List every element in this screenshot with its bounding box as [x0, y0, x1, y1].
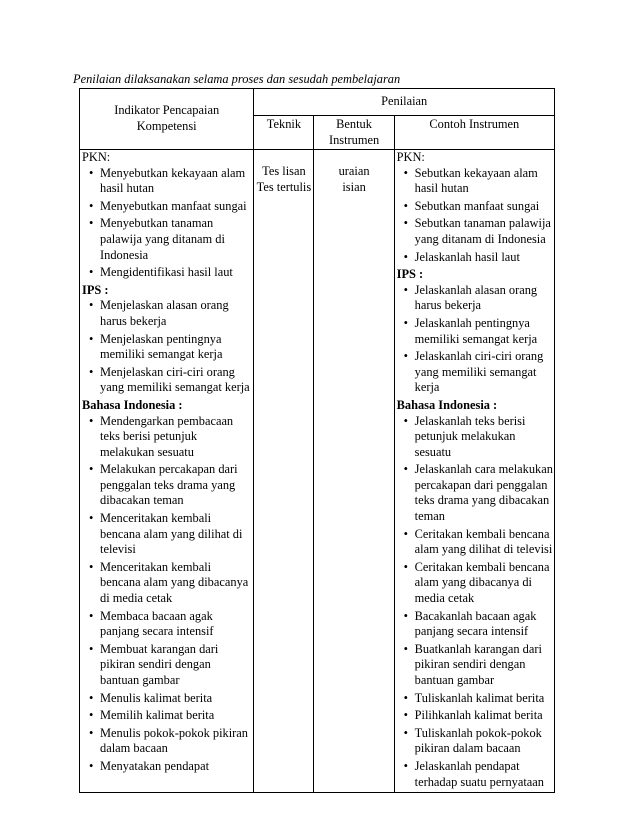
- list-item: • Jelaskanlah pendapat terhadap suatu pernyataan: [397, 759, 553, 790]
- list-item: • Bacakanlah bacaan agak panjang secara intensif: [397, 609, 553, 640]
- assessment-table: [79, 88, 555, 793]
- list-item: • Ceritakan kembali bencana alam yang dilihat di televisi: [397, 527, 553, 558]
- list-item: • Memilih kalimat berita: [82, 708, 252, 724]
- list-item: • Ceritakan kembali bencana alam yang dibacanya di media cetak: [397, 560, 553, 607]
- example-pkn-title: PKN:: [396, 150, 425, 164]
- indicator-bi-title: Bahasa Indonesia :: [82, 397, 183, 412]
- list-item: • Tuliskanlah kalimat berita: [397, 691, 553, 707]
- teknik-cell: [254, 150, 314, 793]
- indicator-pkn-title: PKN:: [82, 150, 111, 164]
- example-pkn-list: [397, 166, 553, 266]
- list-item: • Membaca bacaan agak panjang secara intensif: [82, 609, 252, 640]
- list-item: • Menjelaskan ciri-ciri orang yang memiliki semangat kerja: [82, 365, 252, 396]
- header-row-1: [80, 89, 555, 116]
- list-item: • Jelaskanlah teks berisi petunjuk melakukan sesuatu: [397, 414, 553, 461]
- list-item: • Buatkanlah karangan dari pikiran sendiri dengan bantuan gambar: [397, 642, 553, 689]
- list-item: • Membuat karangan dari pikiran sendiri dengan bantuan gambar: [82, 642, 252, 689]
- example-ips-list: [397, 283, 553, 396]
- list-item: • Sebutkan manfaat sungai: [397, 199, 553, 215]
- list-item: • Pilihkanlah kalimat berita: [397, 708, 553, 724]
- header-teknik: Teknik: [254, 116, 314, 150]
- bentuk-cell: [314, 150, 394, 793]
- list-item: • Melakukan percakapan dari penggalan teks drama yang dibacakan teman: [82, 462, 252, 509]
- header-indicator: Indikator Pencapaian Kompetensi: [80, 89, 254, 150]
- bentuk-line: isian: [342, 179, 366, 194]
- teknik-line: Tes tertulis: [256, 179, 312, 194]
- list-item: • Sebutkan tanaman palawija yang ditanam di Indonesia: [397, 216, 553, 247]
- body-row: [80, 150, 555, 793]
- header-contoh: Contoh Instrumen: [394, 116, 554, 150]
- indicator-ips-title: IPS :: [82, 282, 109, 297]
- teknik-line: Tes lisan: [262, 164, 306, 178]
- list-item: • Menyebutkan tanaman palawija yang ditanam di Indonesia: [82, 216, 252, 263]
- example-bi-title: Bahasa Indonesia :: [396, 397, 498, 412]
- list-item: • Menyebutkan manfaat sungai: [82, 199, 252, 215]
- list-item: • Jelaskanlah ciri-ciri orang yang memiliki semangat kerja: [397, 349, 553, 396]
- list-item: • Mengidentifikasi hasil laut: [82, 265, 252, 281]
- list-item: • Jelaskanlah alasan orang harus bekerja: [397, 283, 553, 314]
- list-item: • Menyebutkan kekayaan alam hasil hutan: [82, 166, 252, 197]
- indicator-cell: [80, 150, 254, 793]
- example-ips-title: IPS :: [396, 267, 424, 282]
- list-item: • Menjelaskan pentingnya memiliki semangat kerja: [82, 332, 252, 363]
- list-item: • Sebutkan kekayaan alam hasil hutan: [397, 166, 553, 197]
- list-item: • Tuliskanlah pokok-pokok pikiran dalam bacaan: [397, 726, 553, 757]
- example-cell: [394, 150, 554, 793]
- list-item: • Menjelaskan alasan orang harus bekerja: [82, 298, 252, 329]
- list-item: • Menceritakan kembali bencana alam yang dibacanya di media cetak: [82, 560, 252, 607]
- list-item: • Menulis pokok-pokok pikiran dalam bacaan: [82, 726, 252, 757]
- header-bentuk: Bentuk Instrumen: [314, 116, 394, 150]
- list-item: • Menulis kalimat berita: [82, 691, 252, 707]
- list-item: • Mendengarkan pembacaan teks berisi petunjuk melakukan sesuatu: [82, 414, 252, 461]
- list-item: • Jelaskanlah pentingnya memiliki semangat kerja: [397, 316, 553, 347]
- table-caption: Penilaian dilaksanakan selama proses dan sesudah pembelajaran: [73, 72, 401, 86]
- bentuk-line: uraian: [338, 164, 370, 178]
- list-item: • Jelaskanlah cara melakukan percakapan dari penggalan teks drama yang dibacakan teman: [397, 462, 553, 524]
- header-penilaian: Penilaian: [254, 89, 555, 116]
- indicator-pkn-list: [82, 166, 252, 281]
- list-item: • Menyatakan pendapat: [82, 759, 252, 775]
- list-item: • Menceritakan kembali bencana alam yang dilihat di televisi: [82, 511, 252, 558]
- indicator-bi-list: [82, 414, 252, 775]
- example-bi-list: [397, 414, 553, 791]
- indicator-ips-list: [82, 298, 252, 396]
- list-item: • Jelaskanlah hasil laut: [397, 250, 553, 266]
